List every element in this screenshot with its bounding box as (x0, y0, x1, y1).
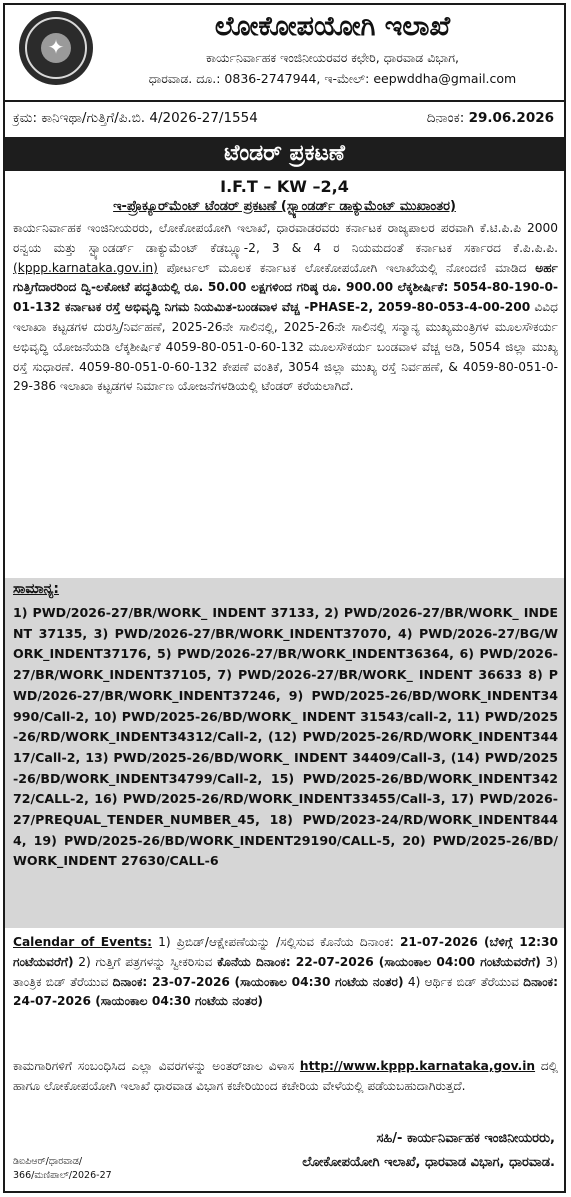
intro-part-1: ಕಾರ್ಯನಿರ್ವಾಹಕ ಇಂಜಿನೀಯರರು, ಲೋಕೋಪಯೋಗಿ ಇಲಾಖೆ, ಧಾರವಾಡರವರು ಕರ್ನಾಟಕ ರಾಜ್ಯಪಾಲರ ಪರವಾಗಿ ಕೆ.ಟಿ.ಪಿ.ಪಿ 2000 ರನ್ವಯ ಮತ್ತು ಸ್ಟ್ಯಾಂಡರ್ಡ್ ಡಾಕ್ಯುಮೆಂಟ್ ಕೆಡಬ್ಲ್ಯೂ-2, 3 & 4 ರ ನಿಯಮದಂತೆ ಕರ್ನಾಟಕ ಸರ್ಕಾರದ ಕೆ.ಪಿ.ಪಿ.ಪಿ. (13, 221, 558, 255)
closing-part-1: ಕಾಮಗಾರಿಗಳಿಗೆ ಸಂಬಂಧಿಸಿದ ಎಲ್ಲಾ ವಿವರಗಳನ್ನು ಅಂತರ್‌ಜಾಲ ವಿಳಾಸ (13, 1059, 295, 1073)
signature-line-2: ಲೋಕೋಪಯೋಗಿ ಇಲಾಖೆ, ಧಾರವಾಡ ವಿಭಾಗ, ಧಾರವಾಡ. (302, 1155, 555, 1170)
department-title: ಲೋಕೋಪಯೋಗಿ ಇಲಾಖೆ (214, 11, 451, 42)
intro-part-2: ಪೋರ್ಟಲ್ ಮೂಲಕ ಕರ್ನಾಟಕ ಲೋಕೋಪಯೋಗಿ ಇಲಾಖೆಯಲ್ಲಿ ನೋಂದಣಿ ಮಾಡಿದ (166, 260, 527, 275)
closing-part-2: ದಲ್ಲಿ ಹಾಗೂ ಲೋಕೋಪಯೋಗಿ ಇಲಾಖೆ ಧಾರವಾಡ ವಿಭಾಗ ಕಚೇರಿಯಿಂದ ಕಚೇರಿಯ ವೇಳೆಯಲ್ಲಿ ಪಡೆಯಬಹುದಾಗಿರುತ್ತದೆ. (13, 1059, 559, 1093)
date-value: 29.06.2026 (468, 110, 554, 126)
works-list: 1) PWD/2026-27/BR/WORK_ INDENT 37133, 2) PWD/2026-27/BR/WORK_ INDENT 37135, 3) PWD/2026-27/BR/WORK_INDENT37070, 4) PWD/2026-27/BG/WORK_INDENT37176, 5) PWD/2026-27/BR/WORK_INDENT36364, 6) PWD/2026-27/BR/WORK_INDENT37105, 7) PWD/2026-27/BR/WORK_ INDENT 36633 8) PWD/2026-27/BR/WORK_INDENT37246, 9) PWD/2025-26/BD/WORK_INDENT34990/Call-2, 10) PWD/2025-26/BD/WORK_ INDENT 31543/call-2, 11) PWD/2025-26/RD/WORK_INDENT34312/Call-2, (12) PWD/2025-26/RD/WORK_INDENT34417/Call-2, 13) PWD/2025-26/BD/WORK_ INDENT 34409/Call-3, (14) PWD/2025-26/BD/WORK_INDENT34799/Call-2, 15) PWD/2025-26/BD/WORK_INDENT34272/CALL-2, 16) PWD/2025-26/RD/WORK_INDENT33455/Call-3, 17) PWD/2026-27/PREQUAL_TENDER_NUMBER_45, 18) PWD/2023-24/RD/WORK_INDENT8444, 19) PWD/2025-26/BD/WORK_INDENT29190/CALL-5, 20) PWD/2025-26/BD/WORK_INDENT 27630/CALL-6 (13, 605, 558, 869)
calendar-label: Calendar of Events: (13, 935, 152, 949)
calendar-of-events (13, 933, 558, 1012)
notice-subtitle (5, 199, 564, 214)
reference-row (5, 106, 564, 132)
event-2: 2) ಗುತ್ತಿಗೆ ಪತ್ರಗಳನ್ನು ಸ್ವೀಕರಿಸುವ (78, 954, 213, 969)
subtitle-text: ಇ-ಪ್ರೊಕ್ಯೂರ್‌ಮೆಂಟ್ ಟೆಂಡರ್ ಪ್ರಕಟಣೆ (ಸ್ಟ್ಯಾಂಡರ್ಡ್ ಡಾಕ್ಯುಮೆಂಟ್ ಮುಖಾಂತರ) (113, 199, 456, 214)
ift-number: I.F.T – KW –2,4 (220, 177, 349, 196)
event-4-date: ದಿನಾಂಕ: 24-07-2026 (ಸಾಯಂಕಾಲ 04:30 ಗಂಟೆಯ ನಂತರ) (13, 974, 559, 1009)
event-3: 3) ತಾಂತ್ರಿಕ ಬಿಡ್ ತೆರೆಯುವ (13, 954, 558, 989)
event-2-deadline: ಕೊನೆಯ ದಿನಾಂಕ: 22-07-2026 (ಸಾಯಂಕಾಲ 04:00 ಗಂಟೆಯವರೆಗೆ) (217, 954, 541, 969)
contact-details: ಧಾರವಾಡ. ದೂ.: 0836-2747944, ಇ-ಮೇಲ್: eepwddha@gmail.com (148, 71, 517, 86)
event-3-date: ದಿನಾಂಕ: 23-07-2026 (ಸಾಯಂಕಾಲ 04:30 ಗಂಟೆಯ ನಂತರ) (112, 974, 404, 989)
event-4: 4) ಆರ್ಥಿಕ ಬಿಡ್ ತೆರೆಯುವ (407, 974, 520, 989)
date-label: ದಿನಾಂಕ: (426, 110, 465, 126)
event-1-date: 21-07-2026 (399, 935, 478, 949)
state-emblem-icon (19, 11, 93, 85)
intro-part-3: ವಿವಿಧ ಇಲಾಖಾ ಕಟ್ಟಡಗಳ ದುರಸ್ತಿ/ನಿರ್ವಹಣೆ, 2025-26ನೇ ಸಾಲಿನಲ್ಲಿ, 2025-26ನೇ ಸಾಲಿನಲ್ಲಿ ಸನ್ಮಾನ್ಯ ಮುಖ್ಯಮಂತ್ರಿಗಳ ಮೂಲಸೌಕರ್ಯ ಅಭಿವೃದ್ಧಿ ಯೋಜನೆಯಡಿ ಲೆಕ್ಕಶೀರ್ಷಿಕೆ 4059-80-051-0-60-132 ಮೂಲಸೌಕರ್ಯ ಬಂಡವಾಳ ವೆಚ್ಚ ಅಡಿ, 5054 ಜಿಲ್ಲಾ ಮುಖ್ಯ ರಸ್ತೆ ಸುಧಾರಣೆ. 4059-80-051-0-60-132 ಕೇಪಣೆ ವಂತಿಕೆ, 3054 ಜಿಲ್ಲಾ ಮುಖ್ಯ ರಸ್ತೆ ನಿರ್ವಹಣೆ, & 4059-80-051-0-29-386 ಇಲಾಖಾ ಕಟ್ಟಡಗಳ ನಿರ್ಮಾಣ ಯೋಜನೆಗಳಡಿಯಲ್ಲಿ ಟೆಂಡರ್ ಕರೆಯಲಾಗಿದೆ. (13, 300, 559, 394)
dipr-line-2: 366/ಮಣಿಪಾಲ್/2026-27 (13, 1170, 112, 1181)
kppp-url-link[interactable]: http://www.kppp.karnataka,gov.in (299, 1059, 536, 1073)
letterhead (5, 5, 564, 97)
general-label: ಸಾಮಾನ್ಯ: (13, 581, 59, 597)
event-1: 1) ಪ್ರಿಬಿಡ್/ಆಕ್ಷೇಪಣೆಯನ್ನು /ಸಲ್ಲಿಸುವ ಕೊನೆಯ ದಿನಾಂಕ: (158, 935, 394, 949)
reference-date (427, 110, 554, 126)
tender-notice (3, 3, 566, 1193)
header-divider (5, 100, 564, 102)
dipr-reference (13, 1155, 112, 1183)
signature-line-1: ಸಹಿ/- ಕಾರ್ಯನಿರ್ವಾಹಕ ಇಂಜಿನೀಯರರು, (376, 1131, 555, 1146)
notice-title: ಟೆಂಡರ್ ಪ್ರಕಟಣೆ (5, 137, 564, 171)
office-address: ಕಾರ್ಯನಿರ್ವಾಹಕ ಇಂಜಿನೀಯರವರ ಕಛೇರಿ, ಧಾರವಾಡ ವಿಭಾಗ, (206, 50, 459, 65)
portal-link[interactable]: (kppp.karnataka.gov.in) (13, 260, 158, 275)
intro-paragraph (13, 219, 558, 397)
event-1-time: (ಬೆಳಿಗ್ಗೆ 12:30 ಗಂಟೆಯವರೆಗೆ) (13, 935, 559, 969)
emblem-glyph: ✦ (47, 35, 65, 59)
closing-paragraph (13, 1057, 558, 1097)
dipr-line-1: ಡಿಐಪಿಆರ್/ಧಾರವಾಡ/ (13, 1156, 83, 1167)
reference-number: ಕ್ರಮ: ಕಾನಿಇಥಾ/ಗುತ್ತಿಗೆ/ಪಿ.ಬಿ. 4/2026-27/1554 (13, 110, 258, 126)
intro-bold: ಅರ್ಹ ಗುತ್ತಿಗೆದಾರರಿಂದ ದ್ವಿ-ಲಕೋಟೆ ಪದ್ಧತಿಯಲ್ಲಿ ರೂ. 50.00 ಲಕ್ಷಗಳಿಂದ ಗರಿಷ್ಠ ರೂ. 900.00 ಲೆಕ್ಕಶೀರ್ಷಿಕೆ: 5054-80-190-0-01-132 ಕರ್ನಾಟಕ ರಸ್ತೆ ಅಭಿವೃದ್ಧಿ ನಿಗಮ ನಿಯಮಿತ-ಬಂಡವಾಳ ವೆಚ್ಚ -PHASE-2, 2059-80-053-4-00-200 (13, 260, 558, 315)
